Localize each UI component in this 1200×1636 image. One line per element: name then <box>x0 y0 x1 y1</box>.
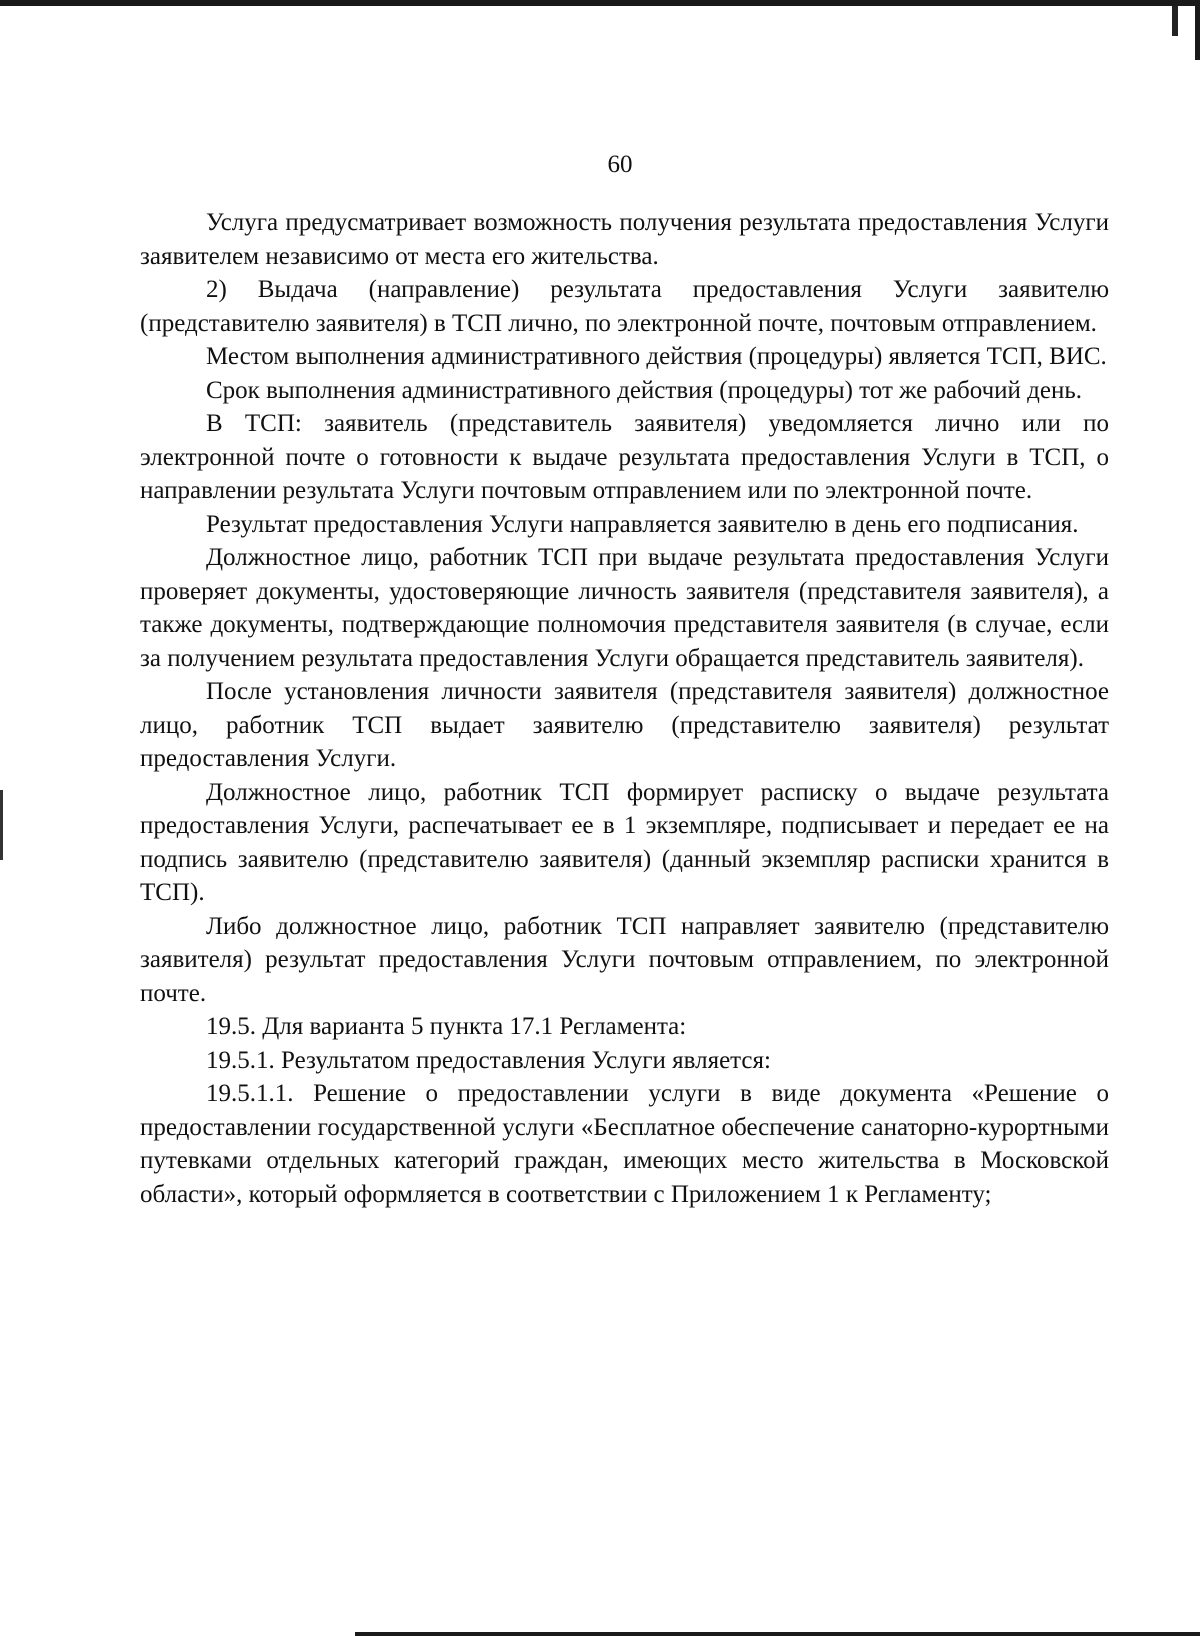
paragraph: Срок выполнения административного действия (процедуры) тот же рабочий день. <box>206 376 1083 404</box>
paragraph: Либо должностное лицо, работник ТСП направляет заявителю (представителю заявителя) результат предоставления Услуги почтовым отправлением, по электронной почте. <box>140 912 1109 1007</box>
paragraph: Должностное лицо, работник ТСП формирует расписку о выдаче результата предоставления Услуги, распечатывает ее в 1 экземпляре, подписывает и передает ее на подпись заявителю (представителю заявителя) (данный экземпляр расписки хранится в ТСП). <box>140 778 1109 906</box>
scan-edge-top <box>0 0 1200 6</box>
document-body <box>140 206 1109 1211</box>
paragraph: 19.5. Для варианта 5 пункта 17.1 Регламента: <box>206 1013 687 1040</box>
paragraph: Услуга предусматривает возможность получения результата предоставления Услуги заявителем независимо от места его жительства. <box>140 209 1109 270</box>
paragraph: 19.5.1. Результатом предоставления Услуги является: <box>206 1046 771 1074</box>
scan-mark-corner <box>1172 6 1178 36</box>
paragraph: Местом выполнения административного действия (процедуры) является ТСП, ВИС. <box>206 343 1107 370</box>
paragraph: 19.5.1.1. Решение о предоставлении услуги в виде документа «Решение о предоставлении государственной услуги «Бесплатное обеспечение санаторно-курортными путевками отдельных категорий граждан, имеющих место жительства в Московской области», который оформляется в соответствии с Приложением 1 к Регламенту; <box>140 1080 1109 1208</box>
paragraph: В ТСП: заявитель (представитель заявителя) уведомляется лично или по электронной почте о готовности к выдаче результата предоставления Услуги в ТСП, о направлении результата Услуги почтовым отправлением или по электронной почте. <box>140 410 1109 504</box>
paragraph: 2) Выдача (направление) результата предоставления Услуги заявителю (представителю заявителя) в ТСП лично, по электронной почте, почтовым отправлением. <box>140 276 1109 337</box>
page-number: 60 <box>607 151 633 178</box>
paragraph: После установления личности заявителя (представителя заявителя) должностное лицо, работник ТСП выдает заявителю (представителю заявителя) результат предоставления Услуги. <box>140 678 1109 772</box>
scan-edge-right <box>1195 0 1200 60</box>
scan-edge-bottom <box>355 1632 1200 1636</box>
paragraph: Результат предоставления Услуги направляется заявителю в день его подписания. <box>206 510 1079 538</box>
paragraph: Должностное лицо, работник ТСП при выдаче результата предоставления Услуги проверяет документы, удостоверяющие личность заявителя (представителя заявителя), а также документы, подтверждающие полномочия представителя заявителя (в случае, если за получением результата предоставления Услуги обращается представитель заявителя). <box>140 544 1109 672</box>
scan-mark-left <box>0 790 3 860</box>
